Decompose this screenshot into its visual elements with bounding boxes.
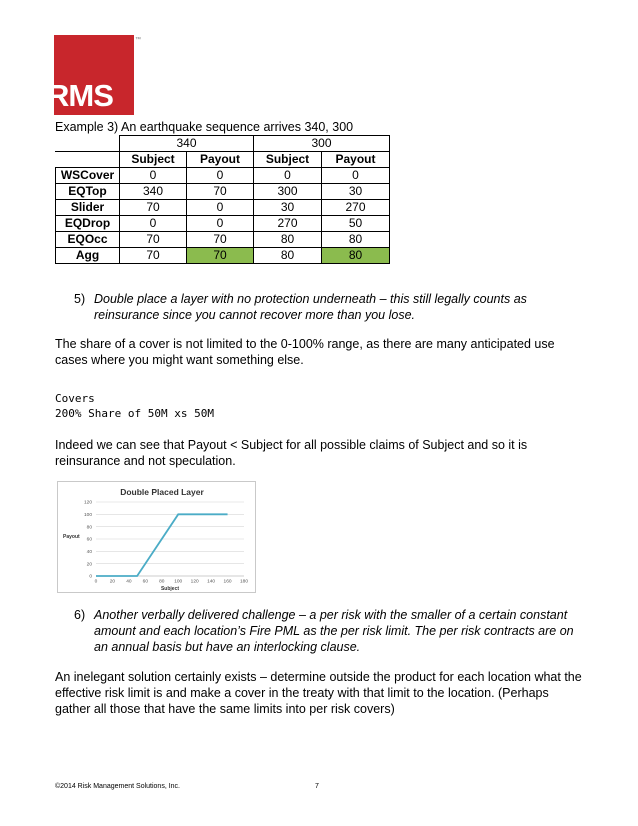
x-tick-label: 20: [109, 579, 116, 585]
list-number: 6): [74, 608, 86, 622]
table-cell: 0: [322, 168, 390, 184]
y-axis-label: Payout: [63, 534, 80, 540]
chart-title: Double Placed Layer: [120, 487, 204, 497]
table-group-header-row: [56, 136, 390, 152]
highlighted-cell: 70: [187, 248, 254, 264]
table-cell: 30: [254, 200, 322, 216]
table-cell: 70: [120, 232, 187, 248]
list-item-6: [74, 607, 584, 655]
code-line-covers: Covers: [55, 392, 95, 405]
table-row: [56, 232, 390, 248]
column-header-cell: Payout: [322, 152, 390, 168]
code-line-share: 200% Share of 50M xs 50M: [55, 407, 214, 420]
trademark-symbol: ™: [135, 37, 141, 43]
table-cell: 0: [120, 168, 187, 184]
list-item-text: Double place a layer with no protection underneath – this still legally counts as reinsurance since you cannot recover more than you lose.: [94, 292, 527, 322]
table-row: [56, 200, 390, 216]
x-axis-label: Subject: [160, 586, 180, 592]
y-tick-label: 20: [86, 562, 92, 568]
column-header-cell: Subject: [254, 152, 322, 168]
y-tick-label: 100: [83, 513, 92, 519]
row-label-cell: EQOcc: [56, 232, 120, 248]
x-tick-label: 160: [223, 579, 232, 585]
x-tick-label: 0: [94, 579, 98, 585]
row-label-cell: EQDrop: [56, 216, 120, 232]
table-cell: 0: [187, 168, 254, 184]
list-number: 5): [74, 292, 86, 306]
table-cell: 0: [254, 168, 322, 184]
group-header-cell: 300: [254, 136, 390, 152]
table-cell: 270: [254, 216, 322, 232]
paragraph-inelegant-solution: An inelegant solution certainly exists – determine outside the product for each location what the effective risk limit is and make a cover in the treaty with that limit to the location. (Perhaps gather all those that have the same limits into per risk covers): [55, 670, 582, 716]
y-tick-label: 60: [86, 537, 92, 543]
table-cell: 30: [322, 184, 390, 200]
table-cell: 80: [254, 232, 322, 248]
x-tick-label: 180: [239, 579, 249, 585]
paragraph-payout-subject: Indeed we can see that Payout < Subject for all possible claims of Subject and so it is reinsurance and not speculation.: [55, 438, 528, 468]
column-header-cell: Subject: [120, 152, 187, 168]
y-tick-label: 120: [83, 500, 92, 506]
list-item-text: Another verbally delivered challenge – a per risk with the smaller of a certain constant amount and each location’s Fire PML as the per risk limit. The per risk contracts are on an annual basis but have an interlocking clause.: [94, 608, 574, 654]
logo-text: RMS: [47, 78, 113, 113]
table-cell: 0: [187, 200, 254, 216]
column-header-cell: Payout: [187, 152, 254, 168]
double-placed-layer-chart: [57, 481, 256, 593]
paragraph-share-range: The share of a cover is not limited to the 0-100% range, as there are many anticipated use cases where you might want something else.: [55, 337, 555, 367]
table-cell: 80: [322, 232, 390, 248]
table-cell: 340: [120, 184, 187, 200]
row-label-cell: WSCover: [56, 168, 120, 184]
y-tick-label: 40: [86, 550, 92, 556]
list-item-5: [74, 291, 584, 323]
x-tick-label: 120: [190, 579, 199, 585]
x-tick-label: 140: [207, 579, 216, 585]
table-cell: 80: [254, 248, 322, 264]
table-cell: 70: [120, 200, 187, 216]
row-label-cell: Agg: [56, 248, 120, 264]
row-label-cell: EQTop: [56, 184, 120, 200]
y-tick-label: 80: [86, 525, 92, 531]
series-line: [96, 514, 228, 576]
table-cell: 0: [120, 216, 187, 232]
y-tick-label: 0: [89, 574, 92, 580]
x-tick-label: 60: [142, 579, 149, 585]
table-row: [56, 168, 390, 184]
chart-svg: [58, 482, 255, 592]
x-tick-label: 40: [126, 579, 132, 585]
table-cell: 70: [187, 232, 254, 248]
table-cell: 300: [254, 184, 322, 200]
table-cell: 70: [120, 248, 187, 264]
earthquake-sequence-table: [55, 135, 390, 264]
table-corner-cell: [56, 136, 120, 152]
example-heading: Example 3) An earthquake sequence arrives 340, 300: [55, 120, 354, 134]
highlighted-cell: 80: [322, 248, 390, 264]
footer-copyright: ©2014 Risk Management Solutions, Inc.: [55, 783, 181, 790]
table-cell: 70: [187, 184, 254, 200]
rms-logo: [47, 35, 134, 115]
table-row: [56, 248, 390, 264]
table-corner-cell: [56, 152, 120, 168]
x-tick-label: 80: [159, 579, 165, 585]
table-row: [56, 184, 390, 200]
table-row: [56, 216, 390, 232]
table-cell: 270: [322, 200, 390, 216]
page-number: 7: [315, 783, 319, 790]
row-label-cell: Slider: [56, 200, 120, 216]
table-cell: 50: [322, 216, 390, 232]
table-column-header-row: [56, 152, 390, 168]
x-tick-label: 100: [174, 579, 183, 585]
group-header-cell: 340: [120, 136, 254, 152]
table-cell: 0: [187, 216, 254, 232]
